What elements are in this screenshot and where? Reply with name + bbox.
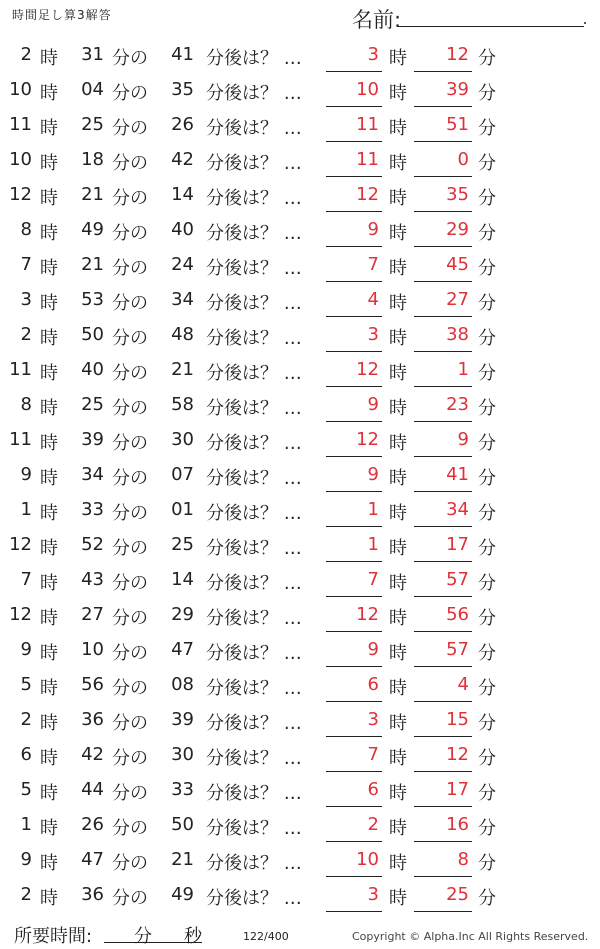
minute-of-label: 分の — [112, 538, 148, 559]
answer-hour: 7 — [367, 744, 379, 765]
minute-of-label: 分の — [112, 503, 148, 524]
start-minute: 33 — [81, 499, 104, 520]
answer-minute: 57 — [446, 639, 469, 660]
after-question-label: 分後は？ … — [206, 818, 302, 839]
hour-unit: 時 — [40, 748, 58, 769]
start-hour: 2 — [20, 44, 32, 65]
start-minute: 40 — [81, 359, 104, 380]
answer-hour: 3 — [367, 44, 379, 65]
answer-minute: 25 — [446, 884, 469, 905]
answer-hour: 12 — [356, 184, 379, 205]
hour-unit: 時 — [40, 433, 58, 454]
minute-of-label: 分の — [112, 713, 148, 734]
minute-of-label: 分の — [112, 188, 148, 209]
answer-minute-unit: 分 — [478, 678, 496, 699]
problem-list — [0, 40, 600, 915]
after-question-label: 分後は？ … — [206, 783, 302, 804]
minute-of-label: 分の — [112, 748, 148, 769]
after-question-label: 分後は？ … — [206, 293, 302, 314]
after-question-label: 分後は？ … — [206, 433, 302, 454]
answer-hour-unit: 時 — [389, 328, 407, 349]
answer-minute: 34 — [446, 499, 469, 520]
answer-minute-unit: 分 — [478, 363, 496, 384]
hour-unit: 時 — [40, 888, 58, 909]
hour-unit: 時 — [40, 48, 58, 69]
answer-minute: 16 — [446, 814, 469, 835]
answer-hour-unit: 時 — [389, 608, 407, 629]
start-hour: 9 — [20, 639, 32, 660]
problem-row — [0, 600, 600, 635]
answer-hour: 12 — [356, 604, 379, 625]
start-hour: 8 — [20, 394, 32, 415]
answer-hour: 1 — [367, 534, 379, 555]
name-field-line[interactable] — [398, 26, 584, 27]
answer-hour-unit: 時 — [389, 153, 407, 174]
added-minutes: 34 — [171, 289, 194, 310]
after-question-label: 分後は？ … — [206, 153, 302, 174]
hour-unit: 時 — [40, 783, 58, 804]
hour-unit: 時 — [40, 223, 58, 244]
problem-row — [0, 670, 600, 705]
after-question-label: 分後は？ … — [206, 678, 302, 699]
after-question-label: 分後は？ … — [206, 643, 302, 664]
start-hour: 10 — [9, 149, 32, 170]
start-hour: 5 — [20, 674, 32, 695]
answer-minute: 17 — [446, 779, 469, 800]
answer-hour-unit: 時 — [389, 258, 407, 279]
answer-minute: 23 — [446, 394, 469, 415]
problem-row — [0, 390, 600, 425]
hour-unit: 時 — [40, 573, 58, 594]
answer-hour-unit: 時 — [389, 433, 407, 454]
start-minute: 18 — [81, 149, 104, 170]
added-minutes: 21 — [171, 849, 194, 870]
answer-minute: 56 — [446, 604, 469, 625]
start-hour: 11 — [9, 359, 32, 380]
start-minute: 52 — [81, 534, 104, 555]
required-time-second-unit: 秒 — [184, 926, 202, 947]
answer-hour-unit: 時 — [389, 468, 407, 489]
start-minute: 25 — [81, 394, 104, 415]
start-minute: 50 — [81, 324, 104, 345]
after-question-label: 分後は？ … — [206, 748, 302, 769]
minute-of-label: 分の — [112, 153, 148, 174]
problem-row — [0, 110, 600, 145]
problem-row — [0, 320, 600, 355]
page-number: 122/400 — [243, 930, 289, 943]
hour-unit: 時 — [40, 398, 58, 419]
hour-unit: 時 — [40, 258, 58, 279]
answer-minute-unit: 分 — [478, 48, 496, 69]
answer-minute-unit: 分 — [478, 643, 496, 664]
answer-hour-unit: 時 — [389, 748, 407, 769]
minute-of-label: 分の — [112, 608, 148, 629]
answer-minute: 1 — [457, 359, 469, 380]
added-minutes: 50 — [171, 814, 194, 835]
answer-hour-unit: 時 — [389, 818, 407, 839]
answer-minute: 38 — [446, 324, 469, 345]
after-question-label: 分後は？ … — [206, 118, 302, 139]
answer-minute-unit: 分 — [478, 258, 496, 279]
start-minute: 56 — [81, 674, 104, 695]
problem-row — [0, 250, 600, 285]
answer-hour: 9 — [367, 394, 379, 415]
answer-hour-unit: 時 — [389, 783, 407, 804]
added-minutes: 58 — [171, 394, 194, 415]
minute-of-label: 分の — [112, 293, 148, 314]
start-minute: 49 — [81, 219, 104, 240]
added-minutes: 25 — [171, 534, 194, 555]
answer-hour: 2 — [367, 814, 379, 835]
minute-of-label: 分の — [112, 818, 148, 839]
answer-hour-unit: 時 — [389, 223, 407, 244]
hour-unit: 時 — [40, 503, 58, 524]
answer-minute-unit: 分 — [478, 433, 496, 454]
added-minutes: 14 — [171, 184, 194, 205]
added-minutes: 48 — [171, 324, 194, 345]
hour-unit: 時 — [40, 468, 58, 489]
answer-hour-unit: 時 — [389, 538, 407, 559]
after-question-label: 分後は？ … — [206, 398, 302, 419]
start-hour: 2 — [20, 324, 32, 345]
answer-minute: 27 — [446, 289, 469, 310]
minute-of-label: 分の — [112, 223, 148, 244]
start-hour: 10 — [9, 79, 32, 100]
answer-minute: 57 — [446, 569, 469, 590]
start-minute: 34 — [81, 464, 104, 485]
after-question-label: 分後は？ … — [206, 608, 302, 629]
answer-hour: 3 — [367, 884, 379, 905]
answer-minute: 4 — [457, 674, 469, 695]
copyright: Copyright © Alpha.Inc All Rights Reserved. — [352, 930, 589, 943]
minute-of-label: 分の — [112, 888, 148, 909]
hour-unit: 時 — [40, 83, 58, 104]
start-minute: 36 — [81, 709, 104, 730]
answer-hour: 1 — [367, 499, 379, 520]
answer-minute: 39 — [446, 79, 469, 100]
answer-minute: 35 — [446, 184, 469, 205]
problem-row — [0, 355, 600, 390]
problem-row — [0, 285, 600, 320]
minute-of-label: 分の — [112, 118, 148, 139]
problem-row — [0, 565, 600, 600]
answer-hour: 7 — [367, 569, 379, 590]
start-hour: 12 — [9, 534, 32, 555]
minute-of-label: 分の — [112, 783, 148, 804]
start-minute: 42 — [81, 744, 104, 765]
after-question-label: 分後は？ … — [206, 83, 302, 104]
added-minutes: 35 — [171, 79, 194, 100]
name-field-dot — [584, 22, 586, 24]
start-hour: 9 — [20, 464, 32, 485]
answer-minute-unit: 分 — [478, 783, 496, 804]
minute-of-label: 分の — [112, 573, 148, 594]
hour-unit: 時 — [40, 328, 58, 349]
minute-of-label: 分の — [112, 258, 148, 279]
problem-row — [0, 705, 600, 740]
answer-hour: 3 — [367, 709, 379, 730]
minute-of-label: 分の — [112, 398, 148, 419]
answer-hour: 12 — [356, 359, 379, 380]
answer-hour: 4 — [367, 289, 379, 310]
answer-hour: 6 — [367, 779, 379, 800]
answer-minute-unit: 分 — [478, 713, 496, 734]
added-minutes: 30 — [171, 744, 194, 765]
answer-hour: 10 — [356, 79, 379, 100]
start-minute: 36 — [81, 884, 104, 905]
answer-hour: 6 — [367, 674, 379, 695]
problem-row — [0, 845, 600, 880]
added-minutes: 49 — [171, 884, 194, 905]
hour-unit: 時 — [40, 643, 58, 664]
name-label: 名前: — [352, 8, 402, 32]
added-minutes: 07 — [171, 464, 194, 485]
start-hour: 1 — [20, 814, 32, 835]
answer-hour-unit: 時 — [389, 713, 407, 734]
answer-minute-unit: 分 — [478, 853, 496, 874]
start-minute: 21 — [81, 254, 104, 275]
hour-unit: 時 — [40, 608, 58, 629]
answer-hour-unit: 時 — [389, 363, 407, 384]
problem-row — [0, 215, 600, 250]
after-question-label: 分後は？ … — [206, 713, 302, 734]
added-minutes: 39 — [171, 709, 194, 730]
hour-unit: 時 — [40, 538, 58, 559]
added-minutes: 33 — [171, 779, 194, 800]
answer-hour: 7 — [367, 254, 379, 275]
answer-minute-unit: 分 — [478, 118, 496, 139]
start-minute: 25 — [81, 114, 104, 135]
start-hour: 2 — [20, 884, 32, 905]
hour-unit: 時 — [40, 188, 58, 209]
answer-hour-unit: 時 — [389, 678, 407, 699]
problem-row — [0, 145, 600, 180]
added-minutes: 30 — [171, 429, 194, 450]
hour-unit: 時 — [40, 118, 58, 139]
after-question-label: 分後は？ … — [206, 328, 302, 349]
added-minutes: 26 — [171, 114, 194, 135]
start-minute: 31 — [81, 44, 104, 65]
added-minutes: 29 — [171, 604, 194, 625]
required-time-minute-unit: 分 — [134, 926, 152, 947]
added-minutes: 01 — [171, 499, 194, 520]
answer-hour-unit: 時 — [389, 188, 407, 209]
answer-minute-unit: 分 — [478, 83, 496, 104]
answer-minute-unit: 分 — [478, 748, 496, 769]
after-question-label: 分後は？ … — [206, 888, 302, 909]
problem-row — [0, 775, 600, 810]
hour-unit: 時 — [40, 363, 58, 384]
start-hour: 11 — [9, 114, 32, 135]
added-minutes: 21 — [171, 359, 194, 380]
minute-of-label: 分の — [112, 853, 148, 874]
start-minute: 39 — [81, 429, 104, 450]
added-minutes: 47 — [171, 639, 194, 660]
problem-row — [0, 460, 600, 495]
answer-hour-unit: 時 — [389, 83, 407, 104]
worksheet-title: 時間足し算3解答 — [12, 8, 112, 22]
after-question-label: 分後は？ … — [206, 573, 302, 594]
after-question-label: 分後は？ … — [206, 538, 302, 559]
hour-unit: 時 — [40, 293, 58, 314]
added-minutes: 40 — [171, 219, 194, 240]
after-question-label: 分後は？ … — [206, 188, 302, 209]
after-question-label: 分後は？ … — [206, 363, 302, 384]
answer-minute-unit: 分 — [478, 608, 496, 629]
answer-minute-unit: 分 — [478, 293, 496, 314]
after-question-label: 分後は？ … — [206, 853, 302, 874]
start-hour: 6 — [20, 744, 32, 765]
problem-row — [0, 740, 600, 775]
answer-minute-unit: 分 — [478, 328, 496, 349]
answer-minute-unit: 分 — [478, 223, 496, 244]
minute-of-label: 分の — [112, 643, 148, 664]
required-time-label: 所要時間: — [14, 926, 93, 947]
problem-row — [0, 40, 600, 75]
start-hour: 1 — [20, 499, 32, 520]
hour-unit: 時 — [40, 678, 58, 699]
answer-minute-unit: 分 — [478, 153, 496, 174]
answer-hour-unit: 時 — [389, 573, 407, 594]
answer-minute: 8 — [457, 849, 469, 870]
answer-minute: 12 — [446, 44, 469, 65]
answer-minute: 41 — [446, 464, 469, 485]
hour-unit: 時 — [40, 713, 58, 734]
answer-hour: 9 — [367, 464, 379, 485]
start-hour: 3 — [20, 289, 32, 310]
added-minutes: 14 — [171, 569, 194, 590]
answer-hour-unit: 時 — [389, 48, 407, 69]
answer-hour: 9 — [367, 219, 379, 240]
answer-minute: 51 — [446, 114, 469, 135]
answer-hour-unit: 時 — [389, 853, 407, 874]
answer-hour-unit: 時 — [389, 118, 407, 139]
start-hour: 7 — [20, 569, 32, 590]
minute-of-label: 分の — [112, 468, 148, 489]
answer-minute-unit: 分 — [478, 188, 496, 209]
answer-minute-unit: 分 — [478, 573, 496, 594]
answer-minute-unit: 分 — [478, 818, 496, 839]
problem-row — [0, 880, 600, 915]
start-minute: 44 — [81, 779, 104, 800]
start-hour: 11 — [9, 429, 32, 450]
start-minute: 43 — [81, 569, 104, 590]
answer-minute-unit: 分 — [478, 538, 496, 559]
answer-minute: 29 — [446, 219, 469, 240]
answer-minute: 17 — [446, 534, 469, 555]
answer-hour-unit: 時 — [389, 503, 407, 524]
minute-of-label: 分の — [112, 363, 148, 384]
problem-row — [0, 635, 600, 670]
answer-minute-unit: 分 — [478, 503, 496, 524]
answer-hour-unit: 時 — [389, 293, 407, 314]
start-minute: 21 — [81, 184, 104, 205]
added-minutes: 08 — [171, 674, 194, 695]
answer-hour-unit: 時 — [389, 398, 407, 419]
answer-hour: 10 — [356, 849, 379, 870]
problem-row — [0, 495, 600, 530]
minute-of-label: 分の — [112, 83, 148, 104]
start-minute: 47 — [81, 849, 104, 870]
start-minute: 04 — [81, 79, 104, 100]
minute-of-label: 分の — [112, 48, 148, 69]
minute-of-label: 分の — [112, 678, 148, 699]
start-minute: 26 — [81, 814, 104, 835]
answer-hour: 12 — [356, 429, 379, 450]
start-hour: 12 — [9, 184, 32, 205]
added-minutes: 24 — [171, 254, 194, 275]
added-minutes: 41 — [171, 44, 194, 65]
answer-hour: 11 — [356, 114, 379, 135]
hour-unit: 時 — [40, 853, 58, 874]
added-minutes: 42 — [171, 149, 194, 170]
start-minute: 53 — [81, 289, 104, 310]
answer-hour-unit: 時 — [389, 643, 407, 664]
minute-of-label: 分の — [112, 433, 148, 454]
start-minute: 10 — [81, 639, 104, 660]
answer-hour: 3 — [367, 324, 379, 345]
answer-hour-unit: 時 — [389, 888, 407, 909]
answer-minute-unit: 分 — [478, 888, 496, 909]
start-hour: 8 — [20, 219, 32, 240]
answer-minute-unit: 分 — [478, 468, 496, 489]
start-hour: 9 — [20, 849, 32, 870]
hour-unit: 時 — [40, 818, 58, 839]
answer-minute: 0 — [457, 149, 469, 170]
answer-minute: 9 — [457, 429, 469, 450]
answer-minute: 45 — [446, 254, 469, 275]
problem-row — [0, 180, 600, 215]
answer-minute-unit: 分 — [478, 398, 496, 419]
hour-unit: 時 — [40, 153, 58, 174]
answer-minute: 15 — [446, 709, 469, 730]
after-question-label: 分後は？ … — [206, 258, 302, 279]
problem-row — [0, 810, 600, 845]
answer-hour: 9 — [367, 639, 379, 660]
problem-row — [0, 75, 600, 110]
start-hour: 12 — [9, 604, 32, 625]
start-hour: 5 — [20, 779, 32, 800]
start-minute: 27 — [81, 604, 104, 625]
start-hour: 7 — [20, 254, 32, 275]
after-question-label: 分後は？ … — [206, 468, 302, 489]
after-question-label: 分後は？ … — [206, 503, 302, 524]
after-question-label: 分後は？ … — [206, 48, 302, 69]
answer-hour: 11 — [356, 149, 379, 170]
after-question-label: 分後は？ … — [206, 223, 302, 244]
start-hour: 2 — [20, 709, 32, 730]
answer-minute: 12 — [446, 744, 469, 765]
problem-row — [0, 530, 600, 565]
problem-row — [0, 425, 600, 460]
minute-of-label: 分の — [112, 328, 148, 349]
